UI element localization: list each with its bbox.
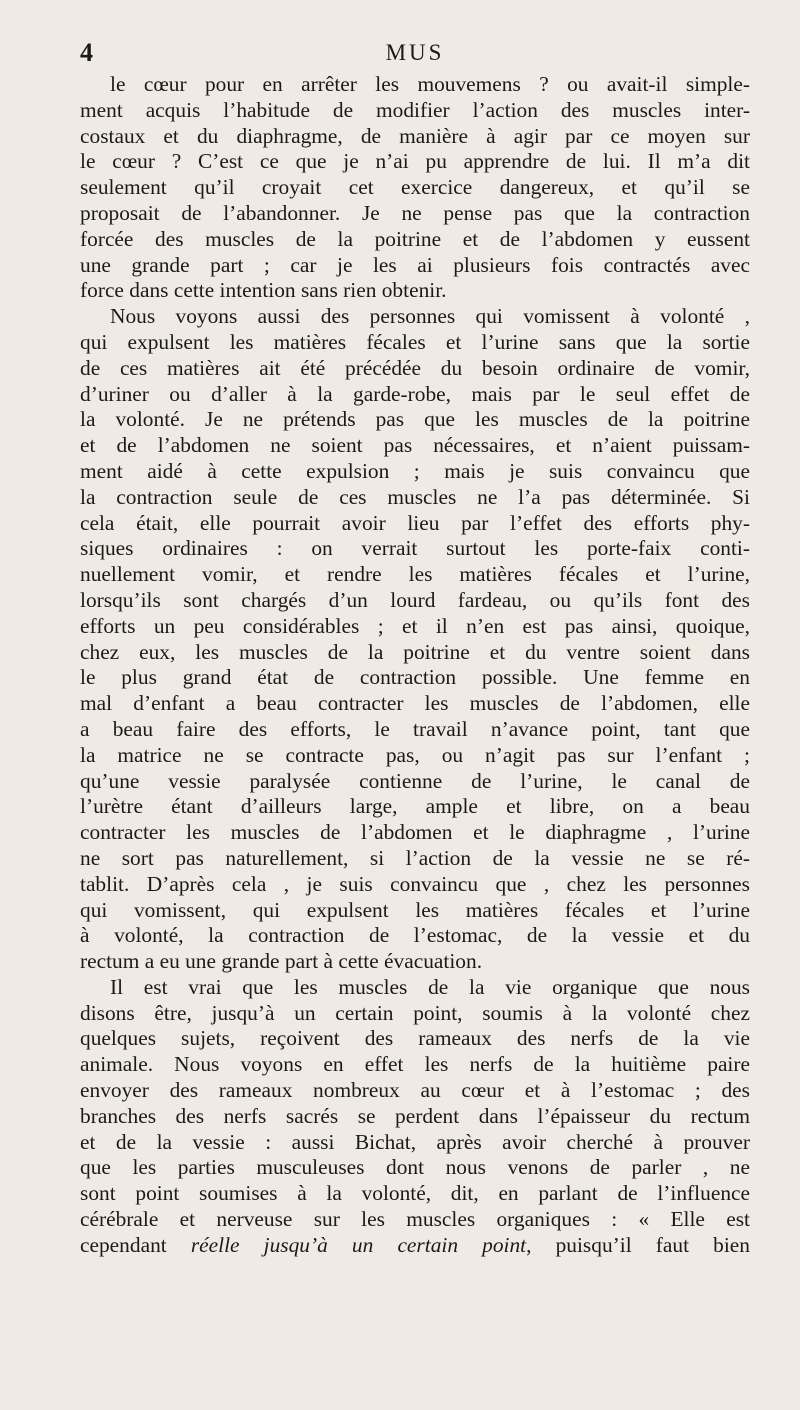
text-line: lorsqu’ils sont chargés d’un lourd fardeau, ou qu’ils font des	[80, 587, 750, 612]
text-line: Il est vrai que les muscles de la vie organique que nous	[110, 974, 750, 999]
text-line: envoyer des rameaux nombreux au cœur et à l’estomac ; des	[80, 1078, 750, 1103]
text-line: la contraction seule de ces muscles ne l’a pas déterminée. Si	[80, 484, 750, 509]
text-line: de ces matières ait été précédée du besoin ordinaire de vomir,	[80, 355, 750, 380]
body-text	[80, 72, 750, 1259]
text-line: tablit. D’après cela , je suis convaincu que , chez les personnes	[80, 871, 750, 896]
text-line: rectum a eu une grande part à cette évacuation.	[80, 949, 483, 974]
text-line: ment aidé à cette expulsion ; mais je suis convaincu que	[80, 458, 750, 483]
running-head: MUS	[385, 40, 445, 65]
text-line: contracter les muscles de l’abdomen et le diaphragme , l’urine	[80, 820, 750, 845]
text-line: a beau faire des efforts, le travail n’avance point, tant que	[80, 716, 750, 741]
text-line: quelques sujets, reçoivent des rameaux des nerfs de la vie	[80, 1026, 750, 1051]
page-header	[80, 38, 750, 72]
text-line: chez eux, les muscles de la poitrine et du ventre soient dans	[80, 639, 750, 664]
text-line: ne sort pas naturellement, si l’action de la vessie ne se ré-	[80, 845, 750, 870]
text-line: efforts un peu considérables ; et il n’en est pas ainsi, quoique,	[80, 613, 750, 638]
text-line: cela était, elle pourrait avoir lieu par l’effet des efforts phy-	[80, 510, 750, 535]
text-line: à volonté, la contraction de l’estomac, de la vessie et du	[80, 923, 750, 948]
text-line	[80, 1233, 750, 1259]
text-line: le cœur pour en arrêter les mouvemens ? ou avait-il simple-	[110, 72, 750, 96]
text-line: animale. Nous voyons en effet les nerfs de la huitième paire	[80, 1052, 750, 1077]
text-fragment: cependant	[80, 1232, 191, 1257]
text-line: forcée des muscles de la poitrine et de l’abdomen y eussent	[80, 226, 750, 251]
text-line: Nous voyons aussi des personnes qui vomissent à volonté ,	[110, 304, 750, 329]
text-line: costaux et du diaphragme, de manière à agir par ce moyen sur	[80, 123, 750, 148]
text-line: la matrice ne se contracte pas, ou n’agit pas sur l’enfant ;	[80, 742, 750, 767]
text-line: siques ordinaires : on verrait surtout les porte-faix conti-	[80, 536, 750, 561]
text-line: seulement qu’il croyait cet exercice dangereux, et qu’il se	[80, 175, 750, 200]
text-line: la volonté. Je ne prétends pas que les muscles de la poitrine	[80, 407, 750, 432]
text-line: et de la vessie : aussi Bichat, après avoir cherché à prouver	[80, 1129, 750, 1154]
text-line: une grande part ; car je les ai plusieurs fois contractés avec	[80, 252, 750, 277]
text-line: qu’une vessie paralysée contienne de l’urine, le canal de	[80, 768, 750, 793]
text-line: mal d’enfant a beau contracter les muscles de l’abdomen, elle	[80, 691, 750, 716]
text-line: que les parties musculeuses dont nous venons de parler , ne	[80, 1155, 750, 1180]
page-number: 4	[80, 38, 93, 67]
text-line: qui expulsent les matières fécales et l’urine sans que la sortie	[80, 329, 750, 354]
text-line: branches des nerfs sacrés se perdent dans l’épaisseur du rectum	[80, 1103, 750, 1128]
text-line: disons être, jusqu’à un certain point, soumis à la volonté chez	[80, 1000, 750, 1025]
text-line: cérébrale et nerveuse sur les muscles organiques : « Elle est	[80, 1207, 750, 1232]
text-line: ment acquis l’habitude de modifier l’action des muscles inter-	[80, 97, 750, 122]
text-fragment: , puisqu’il faut bien	[526, 1232, 750, 1257]
italic-quote: réelle jusqu’à un certain point	[190, 1232, 527, 1257]
text-line: et de l’abdomen ne soient pas nécessaires, et n’aient puissam-	[80, 433, 750, 458]
text-line: sont point soumises à la volonté, dit, en parlant de l’influence	[80, 1181, 750, 1206]
text-line: l’urètre étant d’ailleurs large, ample et libre, on a beau	[80, 794, 750, 819]
text-line: proposait de l’abandonner. Je ne pense pas que la contraction	[80, 200, 750, 225]
text-line: nuellement vomir, et rendre les matières fécales et l’urine,	[80, 562, 750, 587]
text-line: le plus grand état de contraction possible. Une femme en	[80, 665, 750, 690]
text-line: le cœur ? C’est ce que je n’ai pu apprendre de lui. Il m’a dit	[80, 149, 750, 174]
text-line: qui vomissent, qui expulsent les matières fécales et l’urine	[80, 897, 750, 922]
text-line: d’uriner ou d’aller à la garde-robe, mais par le seul effet de	[80, 381, 750, 406]
text-line: force dans cette intention sans rien obtenir.	[80, 278, 447, 303]
